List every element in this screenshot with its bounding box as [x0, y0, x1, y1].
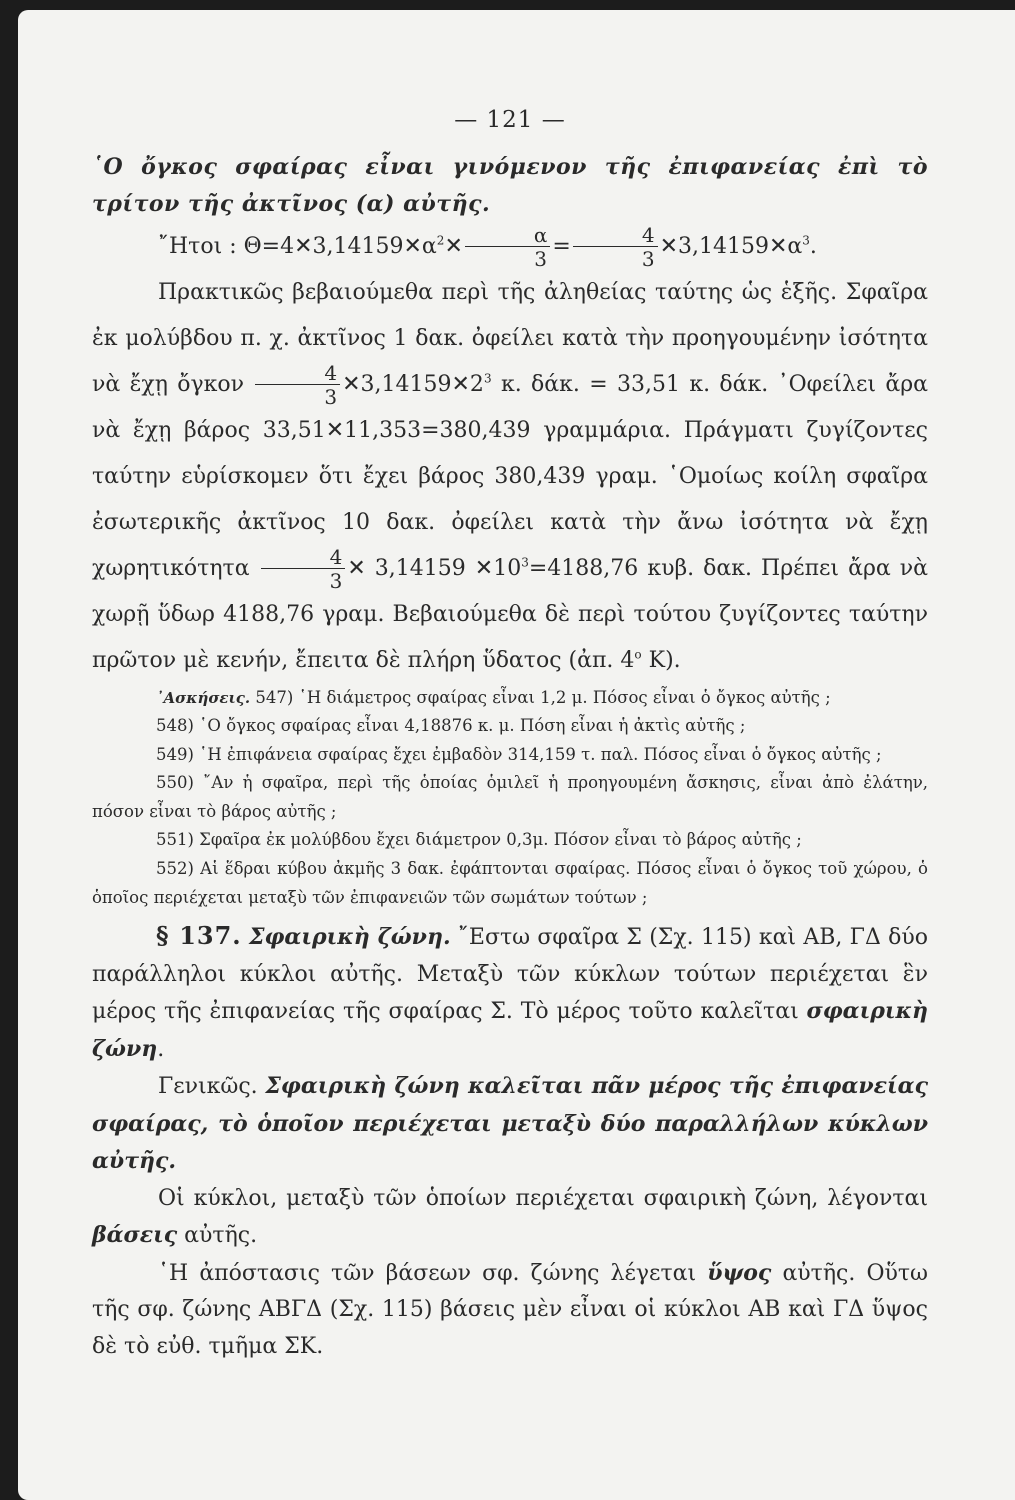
exercise-550: 550) ῎Αν ἡ σφαῖρα, περὶ τῆς ὁποίας ὁμιλεῖ ἡ προηγουμένη ἄσκησις, εἶναι ἀπὸ ἐλάτην, πόσον εἶναι τὸ βάρος αὐτῆς ;: [92, 773, 928, 821]
height-term: ὕψος: [707, 1259, 772, 1286]
fraction-numerator: α: [465, 225, 551, 247]
formula-tail: ✕3,14159✕α: [659, 233, 803, 259]
fraction-denominator: 3: [324, 384, 338, 409]
verification-text-6: Κ).: [641, 647, 681, 673]
section-term: σφαιρικὴ ζώνη: [92, 998, 928, 1062]
exercises-label: ᾿Ασκήσεις.: [156, 688, 251, 707]
verification-exp-2: 3: [521, 555, 529, 570]
volume-formula: [92, 224, 928, 270]
fraction-numerator: 4: [573, 225, 658, 247]
verification-text-1: Πρακτικῶς βεβαιούμεθα περὶ τῆς ἀληθείας ταύτης ὡς ἑξῆς. Σφαῖρα ἐκ μολύβδου π. χ. ἀκτῖνος 1 δακ. ὀφείλει κατὰ τὴν προηγουμένην ἰσότητα νὰ ἔχῃ ὄγκον: [92, 279, 928, 397]
height-text-2: αὐτῆς. Οὕτω τῆς σφ. ζώνης ΑΒΓΔ (Σχ. 115) βάσεις μὲν εἶναι οἱ κύκλοι ΑΒ καὶ ΓΔ ὕψος δὲ τὸ εὐθ. τμῆμα ΣΚ.: [92, 1260, 928, 1359]
formula-times: ✕: [444, 233, 463, 259]
fraction-denominator: 3: [534, 246, 547, 271]
verification-text-3: κ. δάκ. = 33,51 κ. δάκ. ᾿Οφείλει ἄρα νὰ ἔχῃ βάρος 33,51✕11,353=380,439 γραμμάρια. Πράγματι ζυγίζοντες ταύτην εὑρίσκομεν ὅτι ἔχει βάρος 380,439 γραμ. ῾Ομοίως κοίλη σφαῖρα ἐσωτερικῆς ἀκτῖνος 10 δακ. ὀφείλει κατὰ τὴν ἄνω ἰσότητα νὰ ἔχῃ χωρητικότητα: [92, 371, 929, 581]
exercise-548: 548) ῾Ο ὄγκος σφαίρας εἶναι 4,18876 κ. μ. Πόση εἶναι ἡ ἀκτὶς αὐτῆς ;: [156, 716, 746, 736]
verification-text-5: =4188,76 κυβ. δακ. Πρέπει ἄρα νὰ χωρῇ ὕδωρ 4188,76 γραμ. Βεβαιούμεθα δὲ περὶ τούτου ζυγίζοντες ταύτην πρῶτον μὲ κενήν, ἔπειτα δὲ πλήρη ὕδατος (ἀπ. 4: [92, 555, 928, 673]
fraction-denominator: 3: [329, 568, 343, 593]
general-definition-text: Σφαιρικὴ ζώνη καλεῖται πᾶν μέρος τῆς ἐπιφανείας σφαίρας, τὸ ὁποῖον περιέχεται μεταξὺ δύο παραλλήλων κύκλων αὐτῆς.: [92, 1073, 928, 1175]
fraction-a-over-3: [465, 222, 551, 271]
exercises-block: [92, 684, 928, 913]
formula-exp-3: 3: [802, 233, 810, 248]
fraction-4-over-3: [261, 544, 346, 593]
exercise-547: [92, 684, 928, 713]
general-definition: [92, 1068, 928, 1181]
bases-text-2: αὐτῆς.: [177, 1223, 258, 1249]
exercise-552: 552) Αἱ ἕδραι κύβου ἀκμῆς 3 δακ. ἐφάπτονται σφαίρας. Πόσος εἶναι ὁ ὄγκος τοῦ χώρου, ὁ ὁποῖος περιέχεται μεταξὺ τῶν ἐπιφανειῶν τῶν σωμάτων τούτων ;: [92, 859, 928, 907]
section-137: [92, 918, 928, 1068]
section-title: Σφαιρικὴ ζώνη.: [248, 924, 451, 951]
section-body: ῎Εστω σφαῖρα Σ (Σχ. 115) καὶ ΑΒ, ΓΔ δύο παράλληλοι κύκλοι αὐτῆς. Μεταξὺ τῶν κύκλων τούτων περιέχεται ἓν μέρος τῆς ἐπιφανείας τῆς σφαίρας Σ. Τὸ μέρος τοῦτο καλεῖται: [92, 925, 928, 1025]
verification-exp: 3: [483, 371, 492, 386]
verification-degree: ο: [634, 647, 642, 662]
exercise-text: 547) ῾Η διάμετρος σφαίρας εἶναι 1,2 μ. Πόσος εἶναι ὁ ὄγκος αὐτῆς ;: [255, 687, 831, 707]
section-end: .: [157, 1036, 165, 1062]
practical-verification: [92, 270, 928, 684]
general-lead: Γενικῶς.: [158, 1074, 266, 1100]
section-number: § 137.: [156, 921, 242, 951]
formula-equals: =: [552, 233, 571, 259]
fraction-numerator: 4: [261, 547, 346, 569]
fraction-denominator: 3: [641, 246, 655, 271]
exercise-549: 549) ῾Η ἐπιφάνεια σφαίρας ἔχει ἐμβαδὸν 314,159 τ. παλ. Πόσος εἶναι ὁ ὄγκος αὐτῆς ;: [156, 744, 882, 764]
exercise-551: 551) Σφαῖρα ἐκ μολύβδου ἔχει διάμετρον 0,3μ. Πόσον εἶναι τὸ βάρος αὐτῆς ;: [156, 830, 802, 850]
verification-text-4: ✕ 3,14159 ✕10: [347, 555, 522, 581]
formula-end: .: [809, 233, 817, 259]
bases-paragraph: [92, 1181, 928, 1255]
fraction-numerator: 4: [255, 363, 340, 385]
formula-lead: ῎Ητοι : Θ=4✕3,14159✕α: [158, 233, 437, 259]
bases-term: βάσεις: [92, 1222, 178, 1249]
fraction-4-over-3: [255, 360, 340, 409]
page-number: — 121 —: [454, 107, 566, 133]
height-text-1: ῾Η ἀπόστασις τῶν βάσεων σφ. ζώνης λέγεται: [158, 1260, 708, 1286]
definition-text: ῾Ο ὄγκος σφαίρας εἶναι γινόμενον τῆς ἐπιφανείας ἐπὶ τὸ τρίτον τῆς ἀκτῖνος (α) αὐτῆς.: [92, 153, 928, 217]
volume-definition: [92, 149, 928, 224]
formula-exp-2: 2: [436, 233, 445, 248]
page-content: [92, 102, 928, 1365]
height-paragraph: [92, 1255, 928, 1366]
fraction-4-over-3: [573, 222, 658, 271]
book-page: [18, 10, 1015, 1500]
bases-text-1: Οἱ κύκλοι, μεταξὺ τῶν ὁποίων περιέχεται σφαιρικὴ ζώνη, λέγονται: [158, 1185, 928, 1211]
verification-text-2: ✕3,14159✕2: [342, 371, 484, 397]
